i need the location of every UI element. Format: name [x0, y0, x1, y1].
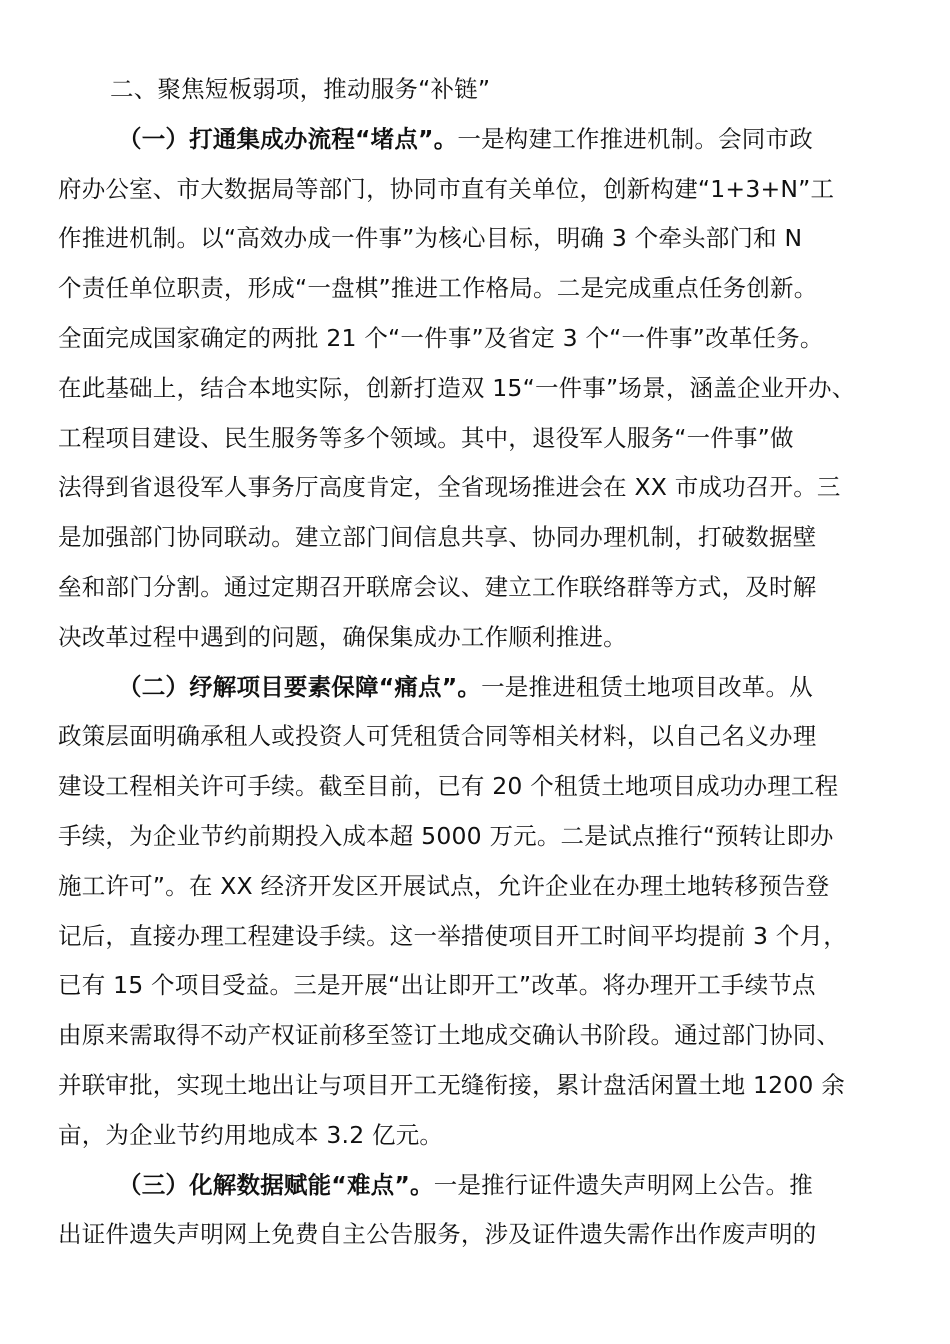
- paragraph-1-line-10: 垒和部门分割。通过定期召开联席会议、建立工作联络群等方式，及时解: [58, 572, 817, 601]
- paragraph-2-heading: （二）纾解项目要素保障“痛点”。: [118, 672, 482, 701]
- paragraph-1-line-6: 在此基础上，结合本地实际，创新打造双 15“一件事”场景，涵盖企业开办、: [58, 373, 856, 402]
- paragraph-2-line-7: 已有 15 个项目受益。三是开展“出让即开工”改革。将办理开工手续节点: [58, 971, 816, 1000]
- paragraph-1-line-5: 全面完成国家确定的两批 21 个“一件事”及省定 3 个“一件事”改革任务。: [58, 323, 824, 352]
- paragraph-1-line-3: 作推进机制。以“高效办成一件事”为核心目标，明确 3 个牵头部门和 N: [58, 224, 803, 253]
- paragraph-2-line-3: 建设工程相关许可手续。截至目前，已有 20 个租赁土地项目成功办理工程: [58, 772, 839, 801]
- paragraph-1-line-9: 是加强部门协同联动。建立部门间信息共享、协同办理机制，打破数据壁: [58, 523, 817, 552]
- paragraph-2-line-1: [58, 663, 906, 713]
- paragraph-2-line-8: 由原来需取得不动产权证前移至签订土地成交确认书阶段。通过部门协同、: [58, 1021, 841, 1050]
- paragraph-2-line-9: 并联审批，实现土地出让与项目开工无缝衔接，累计盘活闲置土地 1200 余: [58, 1070, 845, 1099]
- paragraph-2-line-2: 政策层面明确承租人或投资人可凭租赁合同等相关材料，以自己名义办理: [58, 722, 817, 751]
- paragraph-3-line-1: [58, 1161, 906, 1211]
- paragraph-2-line-6: 记后，直接办理工程建设手续。这一举措使项目开工时间平均提前 3 个月，: [58, 921, 847, 950]
- paragraph-3-heading: （三）化解数据赋能“难点”。: [118, 1170, 434, 1199]
- paragraph-2-line-10: 亩，为企业节约用地成本 3.2 亿元。: [58, 1120, 444, 1149]
- document-body: [58, 65, 906, 1260]
- paragraph-1-line-7: 工程项目建设、民生服务等多个领域。其中，退役军人服务“一件事”做: [58, 423, 794, 452]
- paragraph-2-line-4: 手续，为企业节约前期投入成本超 5000 万元。二是试点推行“预转让即办: [58, 821, 834, 850]
- paragraph-1-line-11: 决改革过程中遇到的问题，确保集成办工作顺利推进。: [58, 622, 627, 651]
- paragraph-1-line-2: 府办公室、市大数据局等部门，协同市直有关单位，创新构建“1+3+N”工: [58, 174, 835, 203]
- paragraph-1-heading: （一）打通集成办流程“堵点”。: [118, 124, 458, 153]
- paragraph-1-line-8: 法得到省退役军人事务厅高度肯定，全省现场推进会在 XX 市成功召开。三: [58, 473, 841, 502]
- paragraph-1-line-1: [58, 115, 906, 165]
- paragraph-1-text: 一是构建工作推进机制。会同市政: [457, 124, 813, 153]
- paragraph-1-line-4: 个责任单位职责，形成“一盘棋”推进工作格局。二是完成重点任务创新。: [58, 274, 818, 303]
- paragraph-2-text: 一是推进租赁土地项目改革。从: [481, 672, 813, 701]
- paragraph-3-text: 一是推行证件遗失声明网上公告。推: [433, 1170, 813, 1199]
- paragraph-2-line-5: 施工许可”。在 XX 经济开发区开展试点，允许企业在办理土地转移预告登: [58, 871, 830, 900]
- paragraph-3-line-2: 出证件遗失声明网上免费自主公告服务，涉及证件遗失需作出作废声明的: [58, 1220, 817, 1249]
- section-title: 二、聚焦短板弱项，推动服务“补链”: [110, 75, 491, 103]
